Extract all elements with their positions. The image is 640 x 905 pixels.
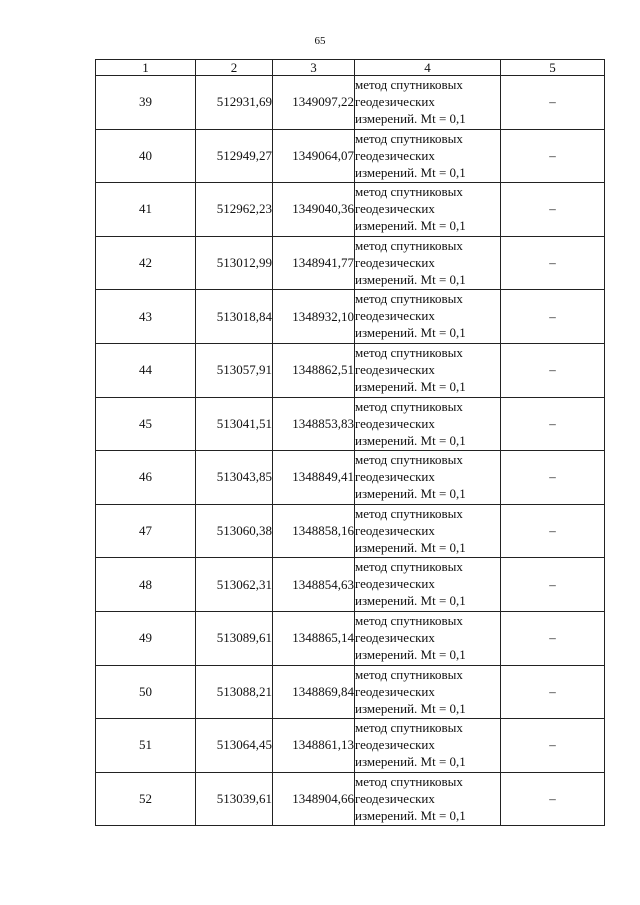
method-line-2: геодезических [355,308,435,324]
method-line-3: измерений. Mt = 0,1 [355,432,466,448]
point-number: 42 [96,236,196,290]
y-coordinate: 1348854,63 [273,558,355,612]
method-line-3: измерений. Mt = 0,1 [355,754,466,770]
method-line-1: метод спутниковых [355,130,463,146]
x-coordinate: 513012,99 [196,236,273,290]
method-cell [355,183,501,237]
table-body [96,76,605,826]
point-number: 50 [96,665,196,719]
header-row [96,60,605,76]
header-col-1: 1 [96,60,196,76]
y-coordinate: 1348858,16 [273,504,355,558]
method-line-3: измерений. Mt = 0,1 [355,271,466,287]
column-5-value: – [501,397,605,451]
method-cell [355,397,501,451]
column-5-value: – [501,772,605,826]
method-line-1: метод спутниковых [355,344,463,360]
point-number: 45 [96,397,196,451]
method-line-1: метод спутниковых [355,666,463,682]
y-coordinate: 1348869,84 [273,665,355,719]
column-5-value: – [501,183,605,237]
y-coordinate: 1349040,36 [273,183,355,237]
table-row [96,451,605,505]
method-line-1: метод спутниковых [355,773,463,789]
table-row [96,129,605,183]
method-line-2: геодезических [355,415,435,431]
y-coordinate: 1348849,41 [273,451,355,505]
method-line-1: метод спутниковых [355,398,463,414]
header-col-3: 3 [273,60,355,76]
method-line-3: измерений. Mt = 0,1 [355,807,466,823]
column-5-value: – [501,129,605,183]
method-line-2: геодезических [355,201,435,217]
method-line-2: геодезических [355,737,435,753]
method-cell [355,451,501,505]
method-line-3: измерений. Mt = 0,1 [355,325,466,341]
method-cell [355,611,501,665]
method-line-1: метод спутниковых [355,237,463,253]
x-coordinate: 513060,38 [196,504,273,558]
table-row [96,719,605,773]
table-row [96,397,605,451]
x-coordinate: 512962,23 [196,183,273,237]
point-number: 41 [96,183,196,237]
x-coordinate: 512931,69 [196,76,273,130]
table-row [96,665,605,719]
x-coordinate: 513039,61 [196,772,273,826]
method-line-1: метод спутниковых [355,505,463,521]
method-cell [355,558,501,612]
method-line-1: метод спутниковых [355,77,463,92]
y-coordinate: 1348861,13 [273,719,355,773]
header-col-2: 2 [196,60,273,76]
header-col-4: 4 [355,60,501,76]
table-row [96,611,605,665]
point-number: 43 [96,290,196,344]
x-coordinate: 513018,84 [196,290,273,344]
method-line-2: геодезических [355,629,435,645]
point-number: 40 [96,129,196,183]
method-line-1: метод спутниковых [355,612,463,628]
method-line-3: измерений. Mt = 0,1 [355,486,466,502]
x-coordinate: 512949,27 [196,129,273,183]
method-line-1: метод спутниковых [355,452,463,468]
method-line-3: измерений. Mt = 0,1 [355,539,466,555]
table-row [96,290,605,344]
x-coordinate: 513043,85 [196,451,273,505]
x-coordinate: 513062,31 [196,558,273,612]
y-coordinate: 1348904,66 [273,772,355,826]
point-number: 48 [96,558,196,612]
x-coordinate: 513089,61 [196,611,273,665]
column-5-value: – [501,665,605,719]
table-row [96,236,605,290]
column-5-value: – [501,236,605,290]
method-line-2: геодезических [355,522,435,538]
method-cell [355,504,501,558]
method-line-1: метод спутниковых [355,291,463,307]
table-row [96,343,605,397]
table-row [96,504,605,558]
column-5-value: – [501,504,605,558]
table-row [96,772,605,826]
table-row [96,558,605,612]
x-coordinate: 513057,91 [196,343,273,397]
method-line-2: геодезических [355,683,435,699]
method-cell [355,76,501,130]
method-line-3: измерений. Mt = 0,1 [355,218,466,234]
method-line-3: измерений. Mt = 0,1 [355,593,466,609]
point-number: 44 [96,343,196,397]
x-coordinate: 513064,45 [196,719,273,773]
header-col-5: 5 [501,60,605,76]
coordinates-table [95,59,605,826]
method-line-2: геодезических [355,361,435,377]
method-line-2: геодезических [355,94,435,109]
point-number: 47 [96,504,196,558]
point-number: 39 [96,76,196,130]
method-line-3: измерений. Mt = 0,1 [355,111,466,126]
method-line-2: геодезических [355,576,435,592]
method-line-3: измерений. Mt = 0,1 [355,646,466,662]
column-5-value: – [501,343,605,397]
method-cell [355,236,501,290]
method-cell [355,719,501,773]
table-row [96,183,605,237]
column-5-value: – [501,451,605,505]
method-line-2: геодезических [355,254,435,270]
method-line-1: метод спутниковых [355,559,463,575]
point-number: 49 [96,611,196,665]
column-5-value: – [501,76,605,130]
method-cell [355,129,501,183]
y-coordinate: 1348941,77 [273,236,355,290]
y-coordinate: 1348865,14 [273,611,355,665]
method-line-2: геодезических [355,147,435,163]
method-cell [355,772,501,826]
method-line-3: измерений. Mt = 0,1 [355,164,466,180]
y-coordinate: 1349097,22 [273,76,355,130]
y-coordinate: 1348862,51 [273,343,355,397]
table-row [96,76,605,130]
y-coordinate: 1349064,07 [273,129,355,183]
method-line-1: метод спутниковых [355,720,463,736]
method-line-1: метод спутниковых [355,184,463,200]
x-coordinate: 513041,51 [196,397,273,451]
method-cell [355,343,501,397]
method-line-2: геодезических [355,790,435,806]
page-number: 65 [314,35,326,47]
table-header [96,60,605,76]
column-5-value: – [501,611,605,665]
point-number: 51 [96,719,196,773]
point-number: 52 [96,772,196,826]
y-coordinate: 1348853,83 [273,397,355,451]
method-cell [355,665,501,719]
column-5-value: – [501,290,605,344]
method-line-2: геодезических [355,469,435,485]
method-line-3: измерений. Mt = 0,1 [355,700,466,716]
method-cell [355,290,501,344]
column-5-value: – [501,558,605,612]
column-5-value: – [501,719,605,773]
x-coordinate: 513088,21 [196,665,273,719]
y-coordinate: 1348932,10 [273,290,355,344]
point-number: 46 [96,451,196,505]
method-line-3: измерений. Mt = 0,1 [355,378,466,394]
